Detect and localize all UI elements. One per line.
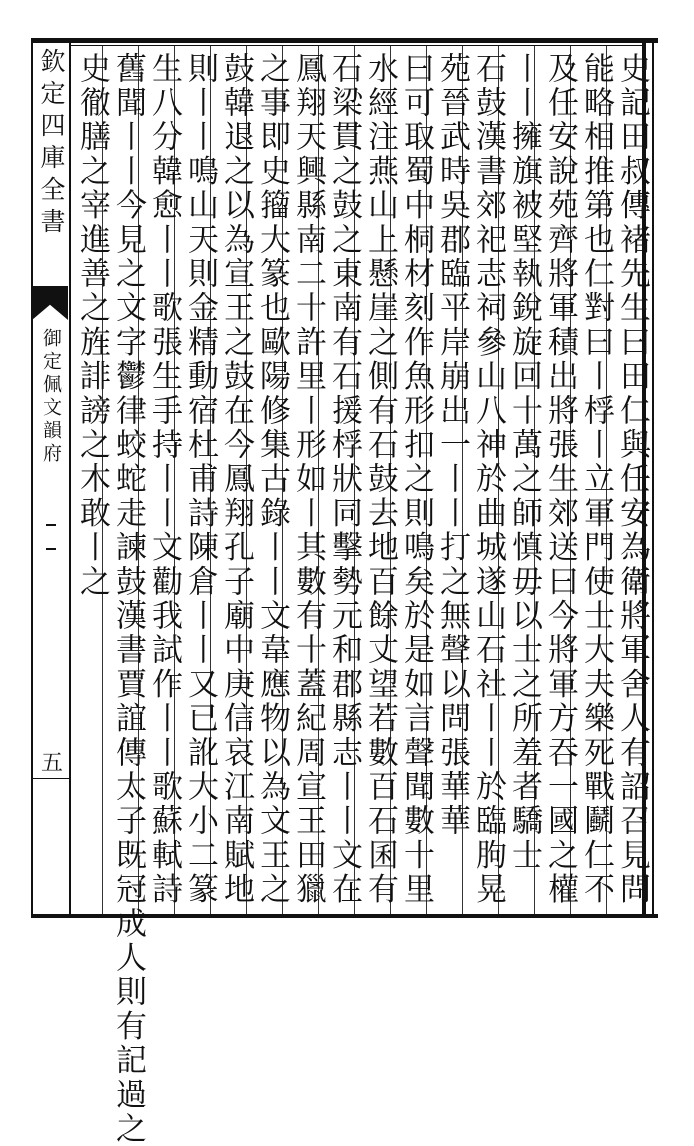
text-column: 之事即史籀大篆也歐陽修集古錄丨丨文韋應物以為文王之 xyxy=(254,52,290,907)
text-column: 史徹膳之宰進善之旌誹謗之木敢丨之 xyxy=(74,52,110,600)
text-column: 鳳翔天興縣南二十許里丨形如丨其數有十蓋紀周宣王田獵 xyxy=(290,52,326,907)
main-text xyxy=(72,46,650,1146)
text-column: 苑晉武時吳郡臨平岸崩出一丨丨打之無聲以問張華華 xyxy=(434,52,470,839)
text-column: 舊聞丨丨今見之文字鬱律蛟蛇走諫鼓漢書賈誼傳太子既冠成人則有記過之 xyxy=(110,52,146,1146)
text-column: 及任安說苑齊將軍積出將張生郊送曰今將軍方吞一國之權 xyxy=(542,52,578,907)
side-dash-mark xyxy=(46,548,56,550)
text-column: 水經注燕山上懸崖之側有石鼓去地百餘丈望若數百石囷有 xyxy=(362,52,398,907)
text-column: 生八分韓愈丨丨歌張生手持丨丨文勸我試作丨丨歌蘇軾詩 xyxy=(146,52,182,907)
text-column: 史記田叔傳褚先生曰田仁與任安為衛將軍舍人有詔召見問 xyxy=(614,52,650,907)
top-border-rule xyxy=(32,38,658,43)
text-column: 石鼓漢書郊祀志祠參山八神於曲城遂山石社丨丨於臨朐晃 xyxy=(470,52,506,907)
text-column: 丨丨擁旗被堅執銳旋回十萬之師慎毋以士之所羞者驕士 xyxy=(506,52,542,873)
side-dash-mark xyxy=(46,524,56,526)
page-number-rule xyxy=(33,778,69,779)
text-column: 能略相推第也仁對曰丨桴丨立軍門使士大夫樂死戰鬬仁不 xyxy=(578,52,614,907)
collection-title: 欽定四庫全書 xyxy=(37,48,66,240)
page-number: 五 xyxy=(40,751,63,776)
left-border-rule xyxy=(31,38,33,918)
fish-tail-mark xyxy=(32,286,68,320)
book-title: 御定佩文韻府 xyxy=(40,328,62,466)
text-column: 則丨丨鳴山天則金精動宿杜甫詩陳倉丨丨又已訛大小二篆 xyxy=(182,52,218,907)
text-column: 鼓韓退之以為宣王之鼓在今鳳翔孔子廟中庚信哀江南賦地 xyxy=(218,52,254,907)
text-column: 曰可取蜀中桐材刻作魚形扣之則鳴矣於是如言聲聞數十里 xyxy=(398,52,434,907)
text-column: 石梁貫之鼓之東南有石援桴狀同擊勢元和郡縣志丨丨文在 xyxy=(326,52,362,907)
